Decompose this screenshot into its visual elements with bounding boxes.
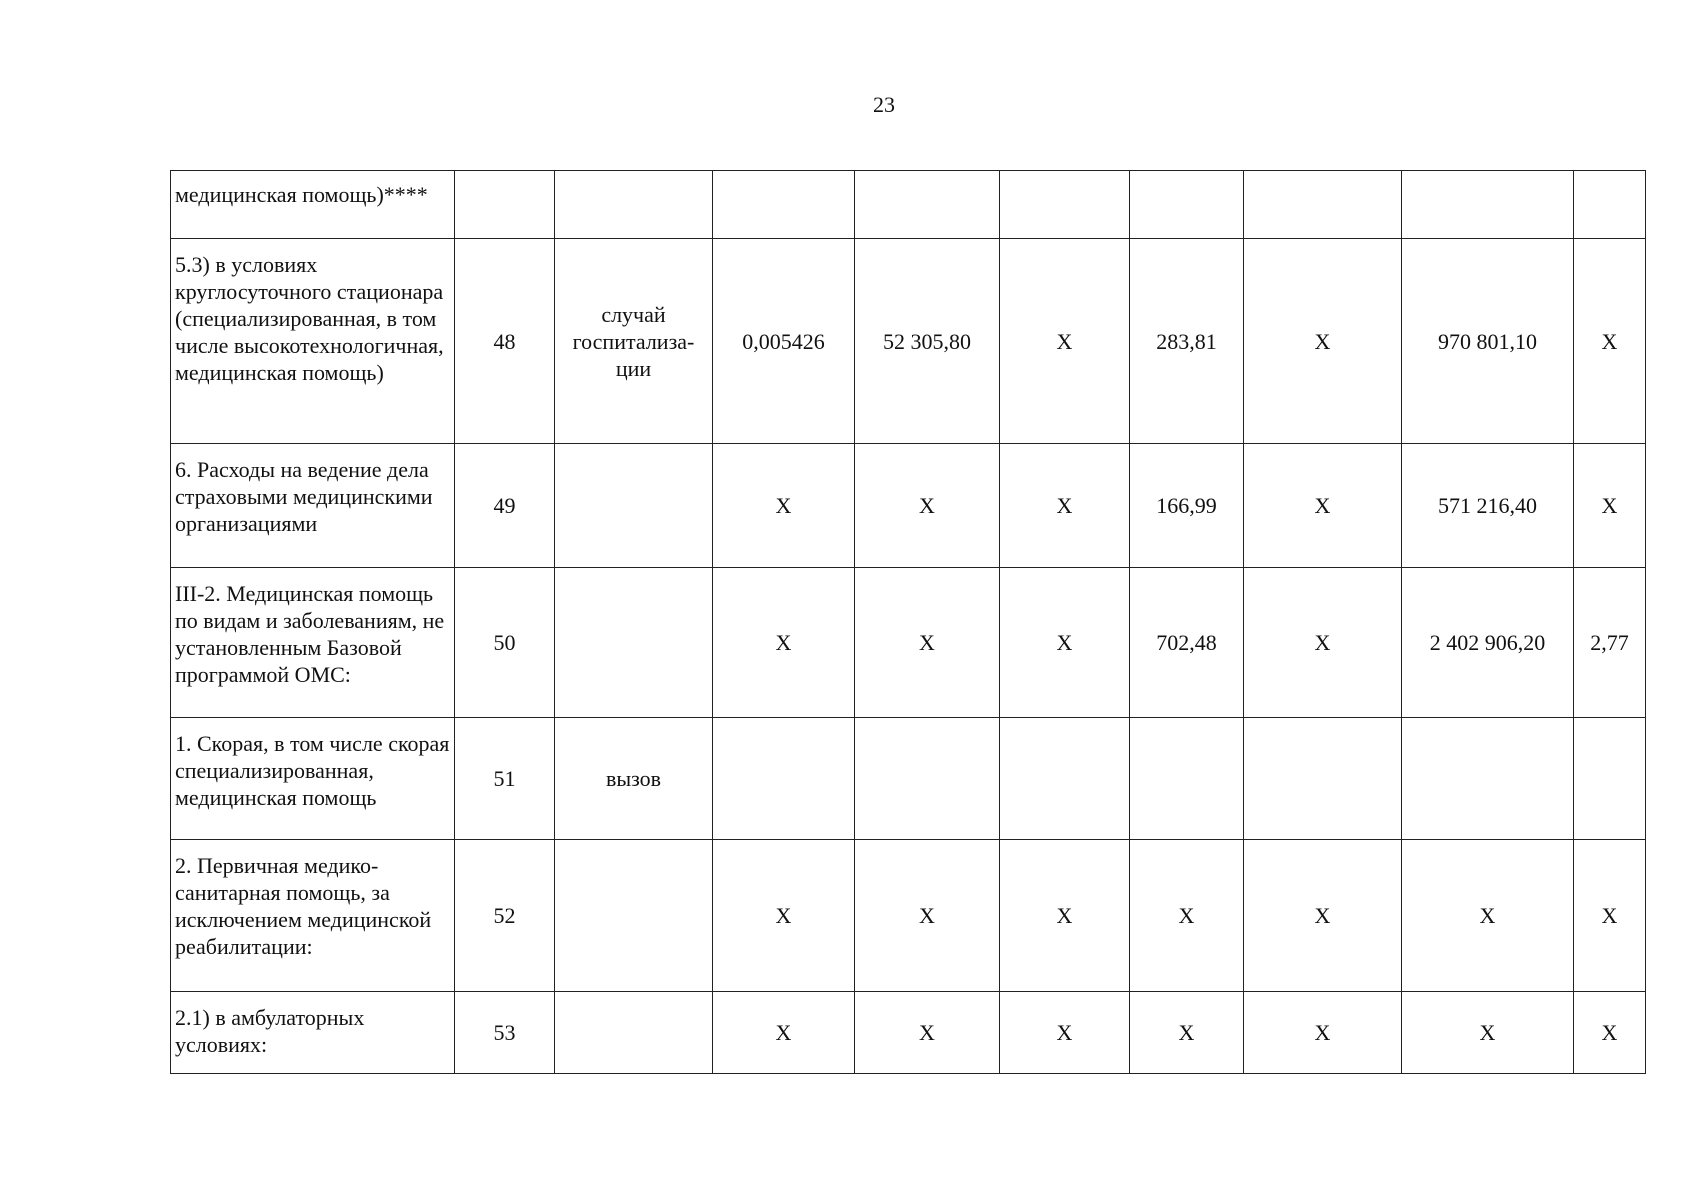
value-cell <box>1402 718 1574 840</box>
value-cell: 0,005426 <box>713 239 855 444</box>
value-cell: Х <box>1000 568 1130 718</box>
value-cell: Х <box>1244 992 1402 1074</box>
value-cell: 52 305,80 <box>855 239 1000 444</box>
financing-table <box>170 170 1646 1074</box>
table-row <box>171 239 1646 444</box>
row-name-cell: 5.3) в условиях круглосуточного стационара (специализированная, в том числе высокотехнологичная, медицинская помощь) <box>171 239 455 444</box>
value-cell: 2 402 906,20 <box>1402 568 1574 718</box>
value-cell: Х <box>713 568 855 718</box>
value-cell: Х <box>1402 992 1574 1074</box>
value-cell: Х <box>855 444 1000 568</box>
value-cell: Х <box>1130 840 1244 992</box>
value-cell: Х <box>713 992 855 1074</box>
value-cell: Х <box>855 992 1000 1074</box>
line-number-cell <box>455 171 555 239</box>
table-row <box>171 444 1646 568</box>
table-row <box>171 992 1646 1074</box>
value-cell <box>1574 718 1646 840</box>
value-cell: Х <box>1574 444 1646 568</box>
value-cell: 166,99 <box>1130 444 1244 568</box>
unit-cell <box>555 444 713 568</box>
value-cell <box>1000 718 1130 840</box>
value-cell: 702,48 <box>1130 568 1244 718</box>
row-name-cell: 2. Первичная медико-санитарная помощь, за исключением медицинской реабилитации: <box>171 840 455 992</box>
value-cell <box>1402 171 1574 239</box>
value-cell <box>713 718 855 840</box>
value-cell: 283,81 <box>1130 239 1244 444</box>
line-number-cell: 48 <box>455 239 555 444</box>
value-cell: Х <box>1574 239 1646 444</box>
value-cell: Х <box>1574 840 1646 992</box>
value-cell <box>1574 171 1646 239</box>
value-cell: 2,77 <box>1574 568 1646 718</box>
value-cell: Х <box>713 444 855 568</box>
unit-cell: вызов <box>555 718 713 840</box>
line-number-cell: 50 <box>455 568 555 718</box>
value-cell <box>855 171 1000 239</box>
unit-cell <box>555 568 713 718</box>
value-cell: Х <box>1244 840 1402 992</box>
value-cell <box>1130 171 1244 239</box>
value-cell: 571 216,40 <box>1402 444 1574 568</box>
value-cell <box>855 718 1000 840</box>
unit-cell <box>555 992 713 1074</box>
value-cell: Х <box>1244 239 1402 444</box>
value-cell: Х <box>855 568 1000 718</box>
value-cell: 970 801,10 <box>1402 239 1574 444</box>
value-cell: Х <box>1244 444 1402 568</box>
table-row <box>171 718 1646 840</box>
table-row <box>171 840 1646 992</box>
row-name-cell: 1. Скорая, в том числе скорая специализированная, медицинская помощь <box>171 718 455 840</box>
value-cell <box>1130 718 1244 840</box>
value-cell: Х <box>1574 992 1646 1074</box>
value-cell <box>1244 718 1402 840</box>
row-name-cell: 6. Расходы на ведение дела страховыми медицинскими организациями <box>171 444 455 568</box>
value-cell: Х <box>1000 444 1130 568</box>
table-row <box>171 171 1646 239</box>
value-cell: Х <box>1244 568 1402 718</box>
value-cell: Х <box>1130 992 1244 1074</box>
row-name-cell: медицинская помощь)**** <box>171 171 455 239</box>
row-name-cell: III-2. Медицинская помощь по видам и заболеваниям, не установленным Базовой программой ОМС: <box>171 568 455 718</box>
value-cell <box>713 171 855 239</box>
line-number-cell: 53 <box>455 992 555 1074</box>
line-number-cell: 49 <box>455 444 555 568</box>
value-cell <box>1000 171 1130 239</box>
line-number-cell: 51 <box>455 718 555 840</box>
value-cell: Х <box>713 840 855 992</box>
value-cell: Х <box>1000 840 1130 992</box>
row-name-cell: 2.1) в амбулаторных условиях: <box>171 992 455 1074</box>
value-cell: Х <box>1402 840 1574 992</box>
value-cell: Х <box>1000 992 1130 1074</box>
value-cell <box>1244 171 1402 239</box>
unit-cell <box>555 840 713 992</box>
value-cell: Х <box>1000 239 1130 444</box>
unit-cell <box>555 171 713 239</box>
unit-cell: случай госпитализа-ции <box>555 239 713 444</box>
value-cell: Х <box>855 840 1000 992</box>
table-row <box>171 568 1646 718</box>
line-number-cell: 52 <box>455 840 555 992</box>
page-number: 23 <box>873 92 895 117</box>
